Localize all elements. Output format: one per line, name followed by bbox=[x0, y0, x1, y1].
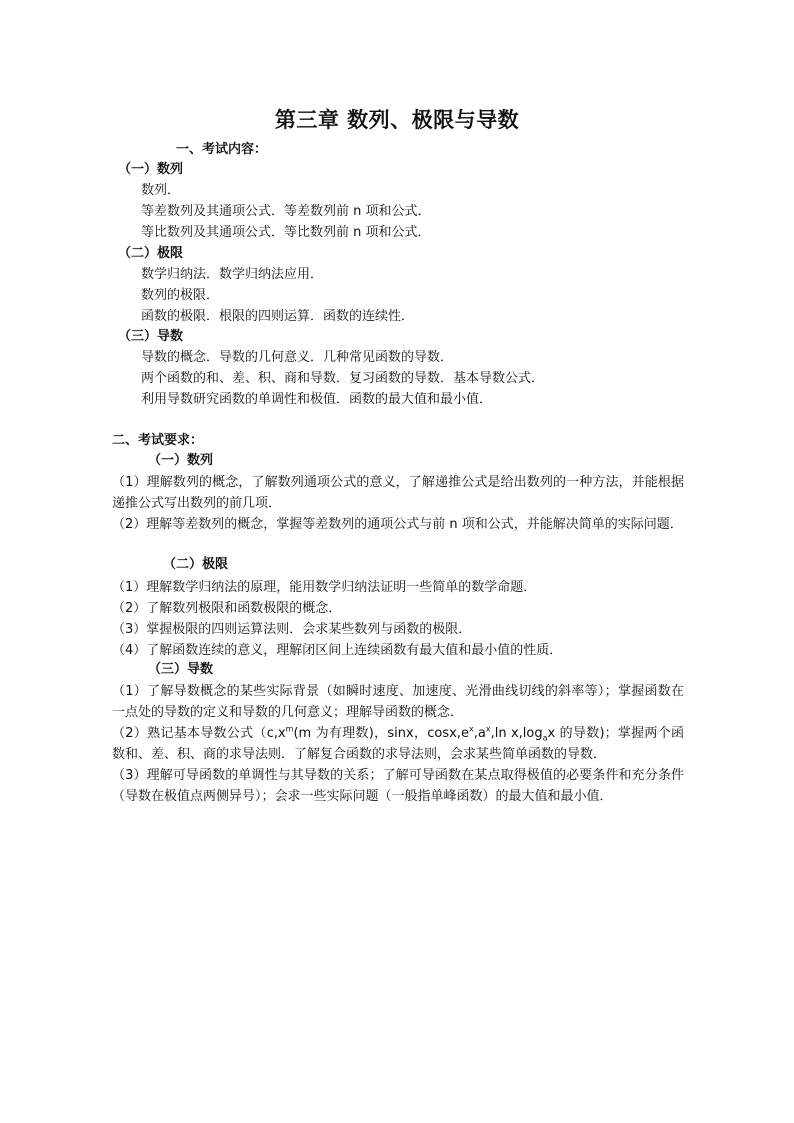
requirement-paragraph: （1）理解数学归纳法的原理，能用数学归纳法证明一些简单的数学命题． bbox=[112, 580, 537, 595]
formula-text: （2）熟记基本导数公式（c,x bbox=[112, 726, 286, 741]
content-item: 利用导数研究函数的单调性和极值．函数的最大值和最小值． bbox=[141, 392, 493, 407]
section-heading-exam-requirements: 二、考试要求： bbox=[112, 433, 204, 448]
group-heading-derivatives: （三）导数 bbox=[118, 329, 184, 344]
requirement-paragraph: （4）了解函数连续的意义，理解闭区间上连续函数有最大值和最小值的性质． bbox=[112, 643, 563, 658]
formula-text: x 的导数)；掌握两个函数和、差、积、商的求导法则．了解复合函数的求导法则，会求某些简单函数的导数． bbox=[112, 726, 684, 762]
requirement-paragraph-formulas bbox=[112, 723, 684, 765]
content-item: 数列． bbox=[141, 183, 181, 198]
requirement-paragraph: （1）了解导数概念的某些实际背景（如瞬时速度、加速度、光滑曲线切线的斜率等）；掌握函数在一点处的导数的定义和导数的几何意义；理解导函数的概念． bbox=[112, 684, 684, 720]
content-item: 数列的极限． bbox=[141, 288, 220, 303]
requirement-heading-derivatives: （三）导数 bbox=[148, 662, 214, 677]
requirement-paragraph: （1）理解数列的概念，了解数列通项公式的意义，了解递推公式是给出数列的一种方法，并能根据递推公式写出数列的前几项． bbox=[112, 475, 684, 511]
content-item: 两个函数的和、差、积、商和导数．复习函数的导数．基本导数公式． bbox=[141, 371, 545, 386]
content-item: 等比数列及其通项公式．等比数列前 n 项和公式． bbox=[141, 225, 431, 240]
group-heading-sequences: （一）数列 bbox=[118, 162, 184, 177]
superscript-x: x bbox=[469, 724, 474, 734]
superscript-x: x bbox=[485, 724, 491, 734]
requirement-paragraph: （3）掌握极限的四则运算法则．会求某些数列与函数的极限． bbox=[112, 622, 472, 637]
requirement-paragraph: （2）理解等差数列的概念，掌握等差数列的通项公式与前 n 项和公式，并能解决简单的实际问题． bbox=[112, 517, 683, 532]
requirement-paragraph: （2）了解数列极限和函数极限的概念． bbox=[112, 601, 342, 616]
section-heading-exam-content: 一、考试内容： bbox=[176, 142, 268, 157]
content-item: 函数的极限．根限的四则运算．函数的连续性． bbox=[141, 309, 415, 324]
requirement-heading-limits: （二）极限 bbox=[163, 557, 229, 572]
content-item: 数学归纳法．数学归纳法应用． bbox=[141, 267, 324, 282]
formula-text: ,ln x,log bbox=[490, 726, 543, 741]
subscript-a: a bbox=[542, 733, 548, 743]
group-heading-limits: （二）极限 bbox=[118, 246, 184, 261]
content-item: 等差数列及其通项公式．等差数列前 n 项和公式． bbox=[141, 204, 431, 219]
page-title: 第三章 数列、极限与导数 bbox=[274, 108, 520, 132]
formula-text: ,a bbox=[473, 726, 486, 741]
formula-text: (m 为有理数)，sinx，cosx,e bbox=[293, 726, 469, 741]
requirement-paragraph: （3）理解可导函数的单调性与其导数的关系；了解可导函数在某点取得极值的必要条件和充分条件（导数在极值点两侧异号）；会求一些实际问题（一般指单峰函数）的最大值和最小值． bbox=[112, 768, 684, 804]
content-item: 导数的概念．导数的几何意义．几种常见函数的导数． bbox=[141, 350, 454, 365]
superscript-m: m bbox=[285, 724, 294, 734]
requirement-heading-sequences: （一）数列 bbox=[148, 453, 214, 468]
